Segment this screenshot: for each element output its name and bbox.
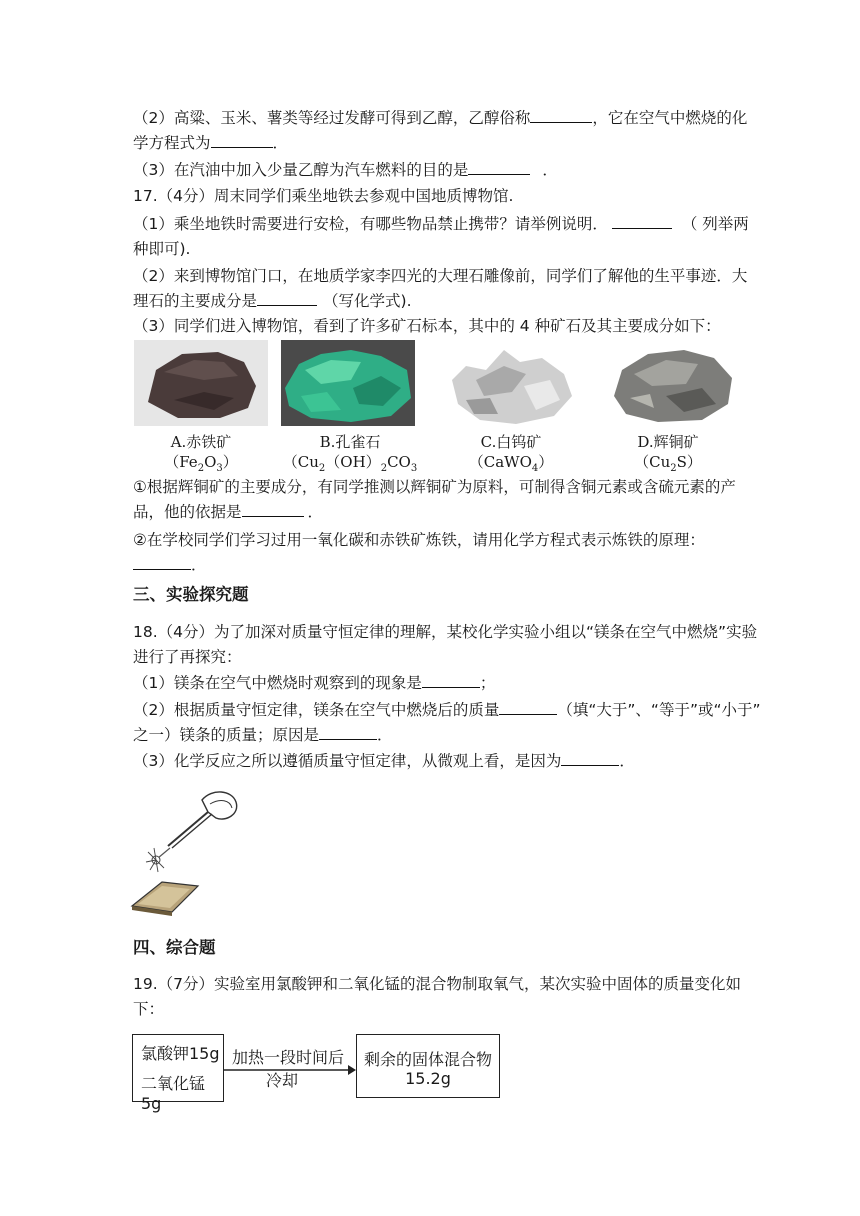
- q16-part2-text: （2）高粱、玉米、薯类等经过发酵可得到乙醇，乙醇俗称: [133, 109, 531, 127]
- q19-title: 19.（7分）实验室用氯酸钾和二氧化锰的混合物制取氧气，某次实验中固体的质量变化如: [133, 975, 742, 993]
- period: ．: [619, 752, 635, 770]
- malachite-image: [281, 340, 415, 426]
- q17-part2-text-c: （写化学式).: [323, 292, 412, 310]
- q17-part1-line1: [133, 214, 749, 234]
- answer-blank[interactable]: [211, 133, 273, 148]
- period: ．: [191, 556, 207, 574]
- q16-part2-line1: [133, 108, 747, 128]
- q17-part2-line1: （2）来到博物馆门口，在地质学家李四光的大理石雕像前，同学们了解他的生平事迹．大: [133, 267, 748, 285]
- arrow-label-top: 加热一段时间后: [232, 1048, 345, 1067]
- q18-part2-text-c: 之一）镁条的质量；原因是: [133, 726, 320, 744]
- q18-part2-text: （2）根据质量守恒定律，镁条在空气中燃烧后的质量: [133, 701, 500, 719]
- period: ．: [542, 161, 558, 179]
- q17-title: 17.（4分）周末同学们乘坐地铁去参观中国地质博物馆.: [133, 187, 514, 205]
- mineral-formula: （CaWO$_4$）: [468, 453, 554, 474]
- q17-sub1-text: 品，他的依据是: [133, 503, 242, 521]
- mineral-name: B.孔雀石: [319, 433, 381, 451]
- remaining-solid-box: [356, 1034, 500, 1098]
- q17-part2-text: 理石的主要成分是: [133, 292, 258, 310]
- q16-part2-line2: [133, 133, 288, 153]
- q17-sub2-line2: [133, 555, 207, 575]
- answer-blank[interactable]: [468, 160, 530, 175]
- q18-part1: [133, 673, 495, 693]
- mineral-caption-b: [270, 432, 430, 479]
- remaining-solid-label: 剩余的固体混合物: [363, 1050, 492, 1069]
- answer-blank[interactable]: [133, 555, 191, 570]
- q17-part2-line2: [133, 291, 412, 311]
- q18-title-line2: 进行了再探究：: [133, 648, 242, 666]
- q17-sub1-line2: [133, 502, 323, 522]
- mineral-caption-a: [121, 432, 281, 479]
- chalcocite-image: [606, 340, 740, 426]
- mineral-formula: $(Fe_2O_3)$: [164, 453, 238, 474]
- potassium-chlorate-mass: 氯酸钾15g: [141, 1044, 220, 1063]
- answer-blank[interactable]: [561, 751, 619, 766]
- period: ．: [377, 726, 393, 744]
- answer-blank[interactable]: [499, 700, 557, 715]
- q18-part2-line2: [133, 725, 393, 745]
- mineral-name: D.辉铜矿: [637, 433, 699, 451]
- q19-title-line2: 下：: [133, 1000, 165, 1018]
- section-heading-4: 四、综合题: [133, 938, 216, 957]
- q17-part1-text-b: （ 列举两: [681, 215, 749, 233]
- answer-blank[interactable]: [319, 725, 377, 740]
- q17-sub2-line1: ②在学校同学们学习过用一氧化碳和赤铁矿炼铁，请用化学方程式表示炼铁的原理：: [133, 531, 705, 549]
- q18-part2-text-b: （填“大于”、“等于”或“小于”: [557, 701, 761, 719]
- mineral-formula: （$Cu_2(OH)_2CO_3$: [282, 453, 418, 474]
- period: ．: [272, 134, 289, 152]
- q16-part3: [133, 160, 558, 180]
- q17-sub1-line1: ①根据辉铜矿的主要成分，有同学推测以辉铜矿为原料，可制得含铜元素或含硫元素的产: [133, 478, 736, 496]
- semicolon: ；: [479, 674, 496, 692]
- q18-part2-line1: [133, 700, 761, 720]
- arrow-label-bottom: 冷却: [266, 1071, 299, 1090]
- q18-title: 18.（4分）为了加深对质量守恒定律的理解，某校化学实验小组以“镁条在空气中燃烧”实验: [133, 623, 758, 641]
- q18-part1-text: （1）镁条在空气中燃烧时观察到的现象是: [133, 674, 422, 692]
- q16-part2-text-c: 学方程式为: [133, 134, 211, 152]
- magnesium-burning-illustration: [128, 782, 250, 920]
- q17-part3: （3）同学们进入博物馆，看到了许多矿石标本，其中的 4 种矿石及其主要成分如下：: [133, 317, 721, 335]
- mineral-formula: $(Cu_2S)$: [634, 453, 702, 474]
- answer-blank[interactable]: [422, 673, 480, 688]
- answer-blank[interactable]: [242, 502, 304, 517]
- manganese-dioxide-mass: 二氧化锰5g: [141, 1074, 206, 1113]
- q16-part3-text: （3）在汽油中加入少量乙醇为汽车燃料的目的是: [133, 161, 469, 179]
- q17-part1-text: （1）乘坐地铁时需要进行安检，有哪些物品禁止携带？请举例说明．: [133, 215, 608, 233]
- scheelite-image: [446, 340, 580, 426]
- mineral-caption-d: [588, 432, 748, 479]
- hematite-image: [134, 340, 268, 426]
- period: ．: [307, 503, 324, 521]
- mineral-name: C.白钨矿: [480, 433, 542, 451]
- answer-blank[interactable]: [257, 291, 317, 306]
- section-heading-3: 三、实验探究题: [133, 585, 249, 604]
- mineral-caption-c: [431, 432, 591, 479]
- remaining-solid-mass: 15.2g: [405, 1069, 451, 1088]
- q17-part1-line2: 种即可).: [133, 240, 191, 258]
- mineral-name: A.赤铁矿: [170, 433, 232, 451]
- q18-part3-text: （3）化学反应之所以遵循质量守恒定律，从微观上看，是因为: [133, 752, 562, 770]
- answer-blank[interactable]: [530, 108, 592, 123]
- initial-mixture-box: [132, 1034, 224, 1113]
- answer-blank[interactable]: [612, 214, 672, 229]
- q18-part3: [133, 751, 635, 771]
- q16-part2-text-b: ，它在空气中燃烧的化: [592, 109, 748, 127]
